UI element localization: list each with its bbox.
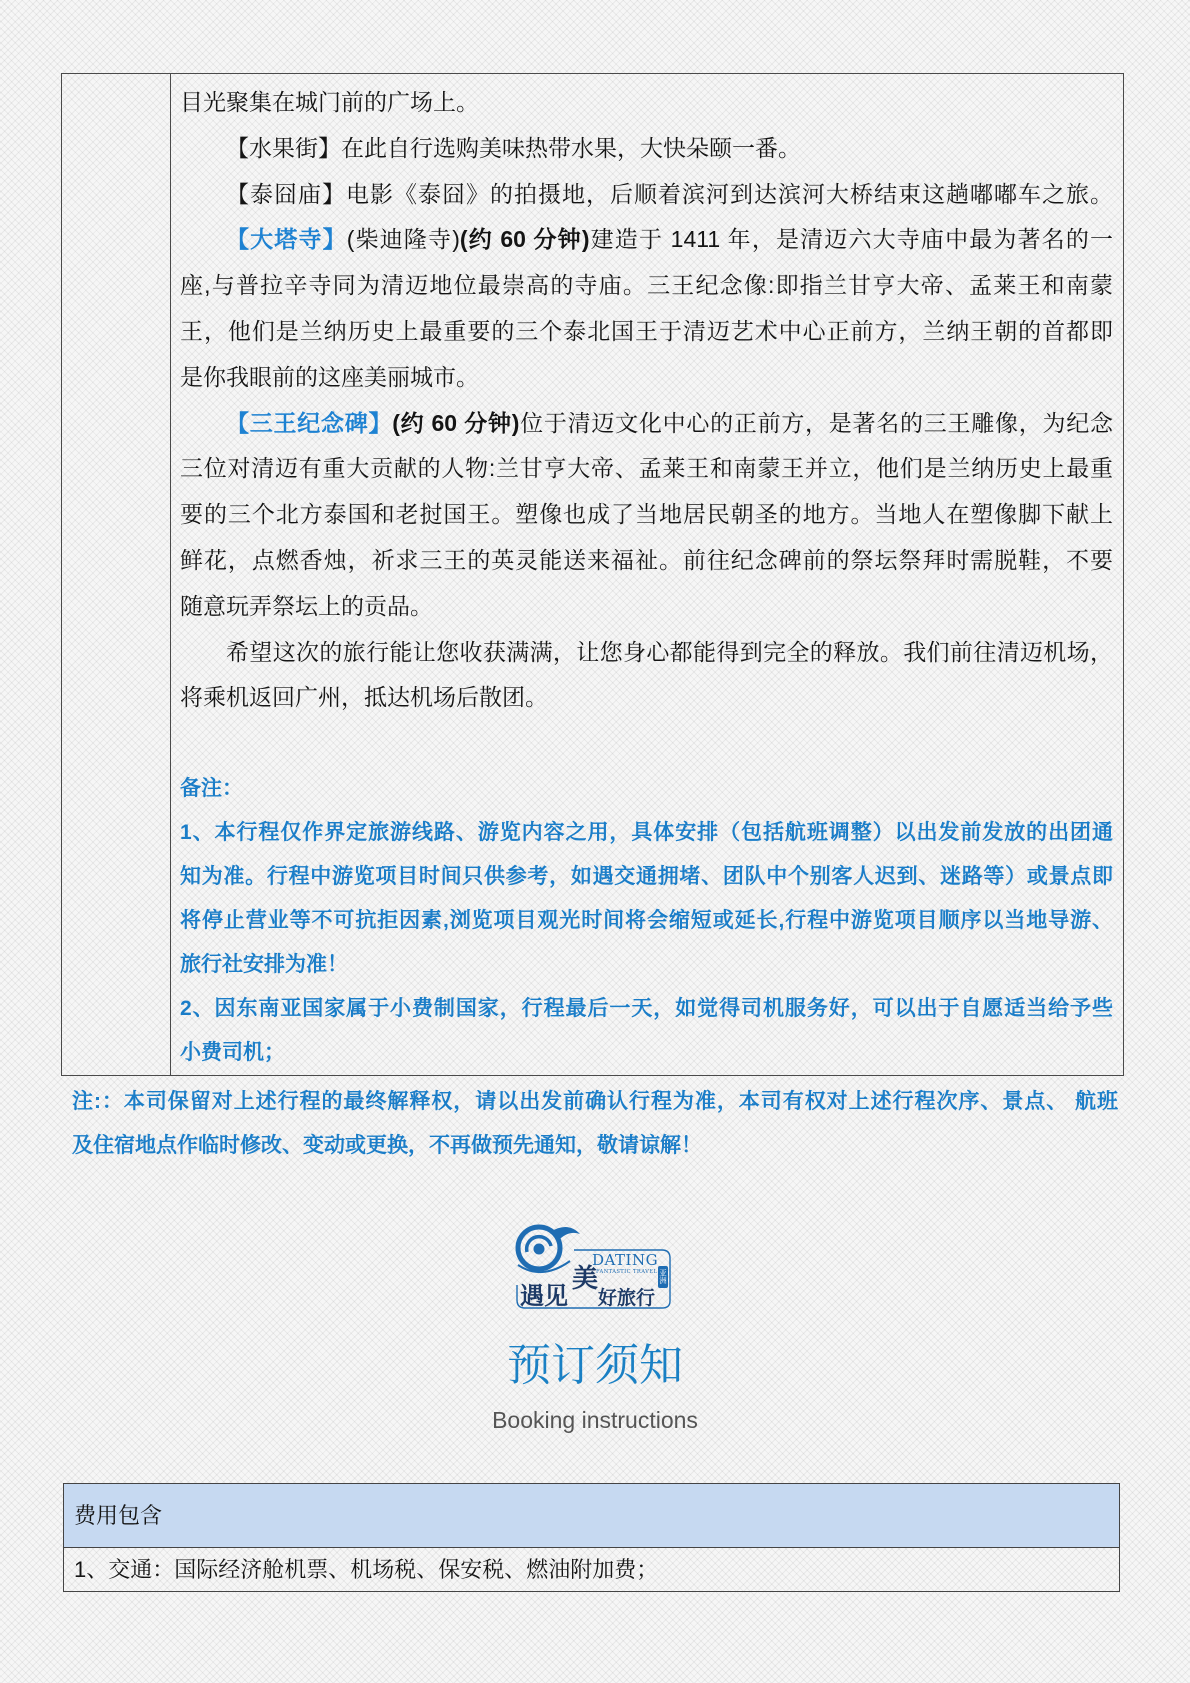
thai-temple-text: 电影《泰囧》的拍摄地，后顺着滨河到达滨河大桥结束这趟嘟嘟车之旅。 <box>346 180 1113 207</box>
brand-logo <box>512 1219 678 1316</box>
remark-line: 1、本行程仅作界定旅游线路、游览内容之用，具体安排（包括航班调整）以出发前发放的出团通 <box>180 820 1113 844</box>
three-kings-line: 鲜花，点燃香烛，祈求三王的英灵能送来福祉。前往纪念碑前的祭坛祭拜时需脱鞋，不要 <box>180 546 1113 573</box>
disclaimer-note <box>72 1080 1118 1168</box>
thai-temple-title: 【泰囧庙】 <box>226 180 346 207</box>
logo-calligraphy-travel: 好旅行 <box>598 1286 656 1309</box>
chedi-luang-duration: (约 60 分钟) <box>459 226 590 253</box>
fruit-street-paragraph <box>180 126 1113 172</box>
blank-line <box>180 721 1113 767</box>
fee-inclusion-table <box>63 1483 1120 1592</box>
farewell-line: 希望这次的旅行能让您收获满满，让您身心都能得到完全的释放。我们前往清迈机场， <box>226 638 1113 665</box>
remark-line: 知为准。行程中游览项目时间只供参考，如遇交通拥堵、团队中个别客人迟到、迷路等）或景点即 <box>180 864 1113 888</box>
remarks-heading: 备注： <box>180 776 243 800</box>
logo-badge-text: 亚洲 <box>658 1268 668 1284</box>
remark-line: 小费司机； <box>180 1040 285 1064</box>
brand-logo-graphic <box>512 1219 678 1316</box>
logo-tagline: FANTASTIC TRAVEL <box>596 1268 658 1275</box>
chedi-luang-title: 【大塔寺】 <box>226 226 347 253</box>
three-kings-line <box>180 401 1113 447</box>
logo-swirl-core <box>534 1243 545 1254</box>
booking-subtitle: Booking instructions <box>492 1406 698 1433</box>
fee-table-row: 1、交通：国际经济舱机票、机场税、保安税、燃油附加费； <box>74 1556 659 1582</box>
farewell-line: 将乘机返回广州，抵达机场后散团。 <box>180 684 548 711</box>
disclaimer-line: 注:：本司保留对上述行程的最终解释权，请以出发前确认行程为准，本司有权对上述行程次序、景点、 航班 <box>72 1089 1118 1113</box>
three-kings-line: 三位对清迈有重大贡献的人物:兰甘亨大帝、孟莱王和南蒙王并立，他们是兰纳历史上最重 <box>180 455 1113 482</box>
fruit-street-text: 在此自行选购美味热带水果，大快朵颐一番。 <box>341 134 801 161</box>
three-kings-title: 【三王纪念碑】 <box>226 409 393 436</box>
itinerary-detail-cell <box>171 74 1123 1075</box>
chedi-luang-line: 座,与普拉辛寺同为清迈地位最崇高的寺庙。三王纪念像:即指兰甘亨大帝、孟莱王和南蒙 <box>180 272 1113 299</box>
disclaimer-line: 及住宿地点作临时修改、变动或更换，不再做预先通知，敬请谅解！ <box>72 1133 702 1157</box>
remark-line: 2、因东南亚国家属于小费制国家，行程最后一天，如觉得司机服务好，可以出于自愿适当给予些 <box>180 996 1113 1020</box>
itinerary-continuation-line: 目光聚集在城门前的广场上。 <box>180 89 479 115</box>
three-kings-line: 要的三个北方泰国和老挝国王。塑像也成了当地居民朝圣的地方。当地人在塑像脚下献上 <box>180 501 1113 528</box>
three-kings-text: 位于清迈文化中心的正前方，是著名的三王雕像，为纪念 <box>519 409 1114 436</box>
three-kings-duration: (约 60 分钟) <box>392 409 520 436</box>
logo-calligraphy-meet: 遇见 <box>520 1280 568 1310</box>
chedi-luang-line: 是你我眼前的这座美丽城市。 <box>180 363 479 390</box>
day-column-cell <box>62 74 171 1075</box>
itinerary-table <box>61 73 1124 1076</box>
chedi-luang-line <box>180 217 1113 263</box>
remark-line: 旅行社安排为准！ <box>180 952 348 976</box>
three-kings-line: 随意玩弄祭坛上的贡品。 <box>180 592 433 619</box>
fruit-street-title: 【水果街】 <box>226 134 341 161</box>
booking-title: 预订须知 <box>507 1340 683 1390</box>
chedi-luang-line: 王，他们是兰纳历史上最重要的三个泰北国王于清迈艺术中心正前方，兰纳王朝的首都即 <box>180 317 1113 344</box>
chedi-luang-alias: (柴迪隆寺) <box>346 226 460 253</box>
logo-brand-en: DATING <box>592 1250 659 1269</box>
fee-table-header: 费用包含 <box>64 1484 1119 1548</box>
remark-line: 将停止营业等不可抗拒因素,浏览项目观光时间将会缩短或延长,行程中游览项目顺序以当地导游、 <box>180 908 1113 932</box>
chedi-luang-text: 建造于 1411 年，是清迈六大寺庙中最为著名的一 <box>589 226 1113 253</box>
logo-calligraphy-beauty: 美 <box>572 1263 599 1294</box>
logo-wing <box>550 1227 580 1241</box>
thai-temple-paragraph <box>180 172 1113 218</box>
